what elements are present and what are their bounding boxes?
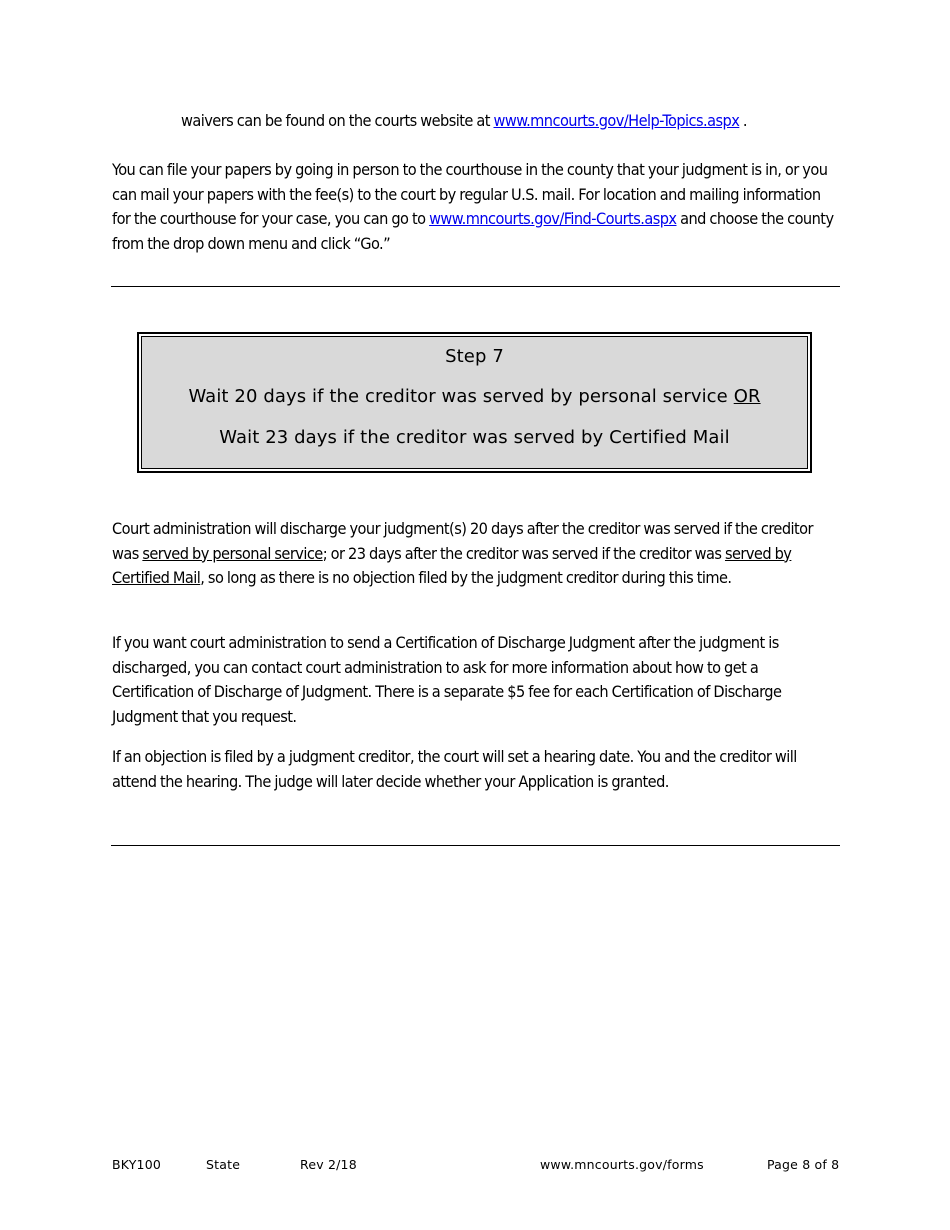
step-box-inner: [141, 336, 808, 469]
find-courts-link[interactable]: www.mncourts.gov/Find-Courts.aspx: [429, 209, 677, 228]
intro-line: [181, 109, 861, 134]
objection-paragraph: If an objection is filed by a judgment creditor, the court will set a hearing date. You and the creditor will attend the hearing. The judge will later decide whether your Application is granted.: [112, 747, 797, 791]
discharge-paragraph: [112, 517, 842, 591]
discharge-text-1: Court administration will discharge your judgment(s) 20 days after the creditor was served if the creditor was: [112, 519, 813, 563]
step-line-1-text: Wait 20 days if the creditor was served by personal service: [188, 386, 734, 407]
step-box: [137, 332, 812, 473]
footer-jurisdiction: State: [206, 1157, 241, 1172]
intro-text: waivers can be found on the courts website at: [181, 111, 494, 130]
intro-trailing: .: [739, 111, 747, 130]
filing-paragraph: [112, 158, 842, 256]
help-topics-link[interactable]: www.mncourts.gov/Help-Topics.aspx: [493, 111, 740, 130]
footer-form-id: BKY100: [112, 1157, 162, 1172]
certified-mail-term: served by Certified Mail: [112, 543, 792, 587]
step-title: Step 7: [445, 346, 504, 367]
step-or: OR: [733, 386, 761, 407]
footer-website: www.mncourts.gov/forms: [540, 1157, 704, 1172]
certification-paragraph: If you want court administration to send a Certification of Discharge Judgment after the judgment is discharged, you can contact court administration to ask for more information about how to get a Certification of Discharge of Judgment. There is a separate $5 fee for each Certification of Discharge Judgment that you request.: [112, 633, 782, 726]
discharge-text-3: , so long as there is no objection filed by the judgment creditor during this time.: [200, 568, 732, 587]
personal-service-term: served by personal service: [142, 543, 323, 563]
discharge-text-2: ; or 23 days after the creditor was served if the creditor was: [322, 543, 725, 563]
filing-text-end: and choose the county from the drop down menu and click “Go.”: [112, 209, 834, 253]
filing-text: You can file your papers by going in person to the courthouse in the county that your judgment is in, or you can mail your papers with the fee(s) to the court by regular U.S. mail. For location and mailing information for the courthouse for your case, you can go to: [112, 160, 828, 228]
footer-page-number: Page 8 of 8: [767, 1157, 840, 1172]
step-line-2: Wait 23 days if the creditor was served by Certified Mail: [219, 427, 730, 448]
divider-bottom: [111, 845, 840, 846]
step-line-1: [142, 386, 807, 407]
divider-top: [111, 286, 840, 287]
footer-revision: Rev 2/18: [300, 1157, 357, 1172]
